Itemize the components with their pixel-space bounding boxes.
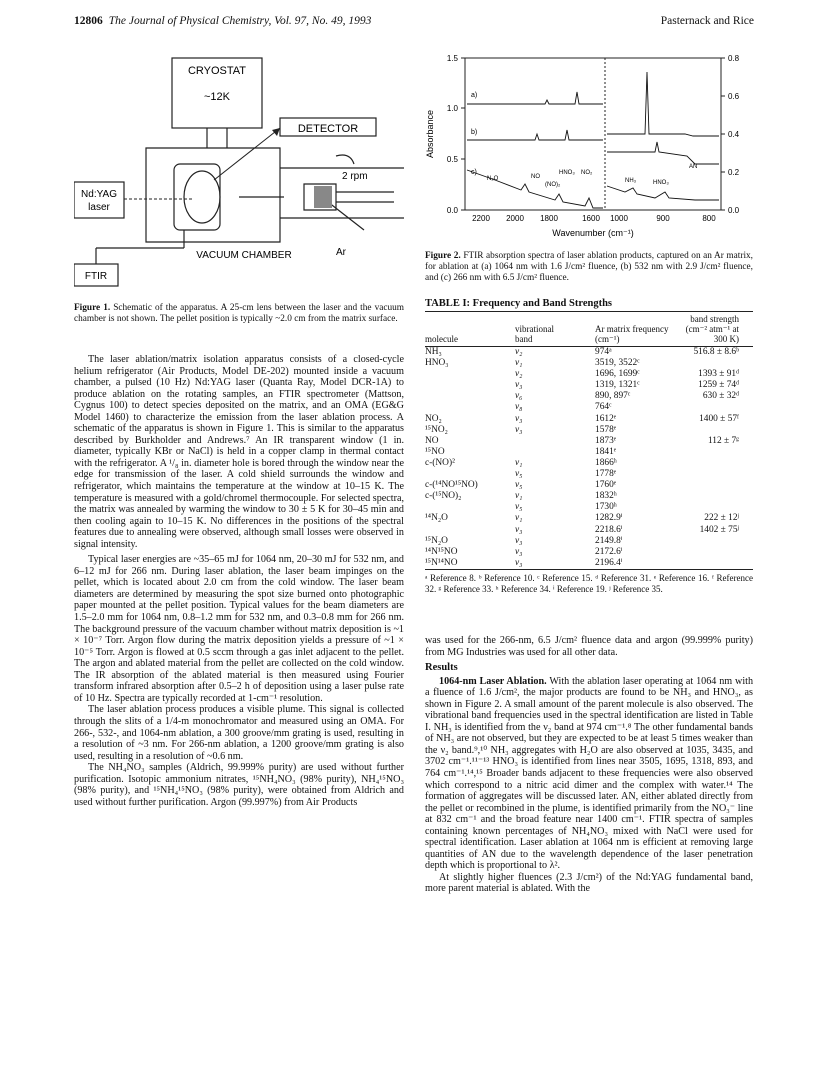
cell-strength: 516.8 ± 8.6ᵇ <box>693 347 739 357</box>
label-laser-line2: laser <box>88 202 110 213</box>
table-row <box>425 391 753 402</box>
table-row <box>425 536 753 547</box>
y-tick-right: 0.2 <box>728 168 740 177</box>
cell-frequency: 764ᶜ <box>595 402 612 413</box>
header-molecule: molecule <box>425 334 458 344</box>
table-row <box>425 525 753 536</box>
y-tick-right: 0.6 <box>728 92 740 101</box>
label-ftir: FTIR <box>84 271 108 282</box>
cell-molecule: ¹⁵NO <box>425 446 445 457</box>
y-tick-left: 1.0 <box>446 104 458 113</box>
figure-1-schematic <box>74 52 404 302</box>
cell-molecule <box>425 502 505 513</box>
table-1 <box>425 298 753 594</box>
peak-label: (NO)₂ <box>545 182 561 188</box>
frequency-table <box>425 311 753 570</box>
trace-b <box>467 130 603 140</box>
cell-molecule: HNO₃ <box>425 358 449 369</box>
cell-strength: 222 ± 12ʲ <box>704 513 739 524</box>
label-temperature: ~12K <box>204 91 230 103</box>
figure-1-caption-label: Figure 1. <box>74 303 111 313</box>
x-tick: 900 <box>656 214 670 223</box>
x-tick: 800 <box>702 214 716 223</box>
peak-label: NO₂ <box>581 170 593 176</box>
cell-frequency: 1578ᵉ <box>595 424 617 435</box>
cell-band: ν₂ <box>515 347 523 357</box>
table-row <box>425 491 753 502</box>
trace-label: a) <box>471 92 478 99</box>
table-row <box>425 480 753 491</box>
paragraph: was used for the 266-nm, 6.5 J/cm² fluence data and argon (99.999% purity) from MG Industries was used for all other data. <box>425 635 753 658</box>
cell-band: ν₅ <box>515 480 523 491</box>
cell-strength: 1400 ± 57ᶠ <box>699 413 739 424</box>
paragraph: The laser ablation/matrix isolation apparatus consists of a closed-cycle helium refrigerator (Air Products, Model DE-202) mounted inside a vacuum chamber, a pulsed (10 Hz) Nd:YAG laser (Quanta Ray, Model DCR-1A) to produce ablation on the rotating samples, an FTIR spectrometer (Mattson, Cygnus 100) to detect species deposited on the matrix, and an OMA (EG&G Model 1460) to characterize the emission from the laser ablation process. A schematic of the apparatus is shown in Figure 1. This is similar to the apparatus described by Burkholder and Andrews.⁷ An IR transparent window (1 in. diameter, typically KBr or NaCl) is held in a copper clamp in thermal contact with the refrigerator. A ¹/₈ in. diameter hole is bored through the window near the edge for transmission of the laser. A cold shield surrounds the window and refrigerator, which maintains the temperature at the window at 10–15 K. The temperature is measured with a gold/chromel thermocouple. For selected spectra, the matrix was annealed by warming the window to 30 ± 5 K for 30–45 min and then cooling again to 10–15 K. No differences in the positions of the spectral features due to annealing were observed, although small losses were observed in signal intensity. <box>74 354 404 550</box>
table-row <box>425 436 753 447</box>
cell-molecule <box>425 380 505 391</box>
label-vacuum-chamber: VACUUM CHAMBER <box>196 250 292 261</box>
cell-band: ν₁ <box>515 358 523 369</box>
cell-strength <box>683 469 753 480</box>
cell-strength: 1259 ± 74ᵈ <box>698 380 739 391</box>
table-header-row <box>425 312 753 347</box>
label-detector: DETECTOR <box>297 123 359 135</box>
table-row <box>425 469 753 480</box>
peak-label: HNO₃ <box>559 170 575 176</box>
cell-band: ν₃ <box>515 557 523 568</box>
cell-strength <box>683 480 753 491</box>
cell-band: ν₃ <box>515 424 523 435</box>
cell-band <box>505 436 573 447</box>
cell-molecule: ¹⁴N¹⁵NO <box>425 546 458 557</box>
peak-label: NH₃ <box>625 178 637 184</box>
spectra-traces <box>467 72 719 208</box>
cell-frequency: 1873ᵉ <box>595 435 617 446</box>
peak-label: HNO₃ <box>653 180 669 186</box>
table-row <box>425 558 753 570</box>
trace-c-right <box>607 186 719 200</box>
table-row <box>425 369 753 380</box>
table-footnotes: ᵃ Reference 8. ᵇ Reference 10. ᶜ Reference 15. ᵈ Reference 31. ᵉ Reference 16. ᶠ Reference 32. ᵍ Reference 33. ʰ Reference 34. ⁱ Reference 19. ʲ Reference 35. <box>425 572 753 594</box>
cell-molecule: ¹⁵NO₂ <box>425 424 448 435</box>
cell-molecule: ¹⁵N¹⁴NO <box>425 557 458 568</box>
cell-strength <box>683 447 753 458</box>
table-title: TABLE I: Frequency and Band Strengths <box>425 298 613 309</box>
cell-band: ν₃ <box>515 535 523 546</box>
journal-citation: The Journal of Physical Chemistry, Vol. 97, No. 49, 1993 <box>108 15 372 27</box>
figure-2-caption-label: Figure 2. <box>425 251 461 261</box>
cell-frequency: 1832ʰ <box>595 491 617 502</box>
cell-frequency: 1696, 1699ᶜ <box>595 369 640 380</box>
paragraph: At slightly higher fluences (2.3 J/cm²) of the Nd:YAG fundamental band, more parent material is ablated. With the <box>425 871 753 895</box>
cell-molecule: c-(NO)² <box>425 457 455 468</box>
cell-molecule <box>425 369 505 380</box>
y-tick-right: 0.4 <box>728 130 740 139</box>
cell-band: ν₂ <box>515 369 523 380</box>
left-column-text <box>74 354 404 808</box>
table-row <box>425 458 753 469</box>
trace-b-right <box>607 142 719 164</box>
cell-strength <box>683 558 753 570</box>
table-row <box>425 513 753 524</box>
label-ar: Ar <box>336 247 346 258</box>
paragraph: Typical laser energies are ~35–65 mJ for 1064 nm, 20–30 mJ for 532 nm, and 6–12 mJ for 266 nm. During laser ablation, the laser beam impinges on the pellet, which is located about 2.0 cm from the cold window. The laser beam diameters are determined by measuring the spot size burned onto photographic paper mounted at the pellet position. Typical values for the beam diameters are 1.5–2.0 mm for 1064 nm, 0.8–1.2 mm for 532 nm, and 0.3–0.8 mm for 266 nm. The background pressure of the vacuum chamber without matrix deposition is ~1 × 10⁻⁷ Torr. Argon flow during the matrix deposition yields a pressure of ~1 × 10⁻⁵ Torr. Argon is flowed at 0.5 sccm through a gas inlet adjacent to the pellet. The argon and ablated material from the pellet are collected on the cold window. The IR absorption of the ablated material is then measured using Fourier transform infrared absorption after 0.5–2 h of deposition using a laser pulse rate of 10 Hz. Spectra are typically recorded at 1-cm⁻¹ resolution. <box>74 554 404 704</box>
cell-band: ν₃ <box>515 524 523 535</box>
table-row <box>425 502 753 513</box>
cell-frequency: 890, 897ᶜ <box>595 391 631 402</box>
figure-2-caption <box>425 251 753 285</box>
right-column-text <box>425 635 753 895</box>
cell-frequency: 1841ᵉ <box>595 446 617 457</box>
cell-band: ν₅ <box>515 502 523 513</box>
cell-frequency: 1612ᵉ <box>595 413 617 424</box>
x-axis-label: Wavenumber (cm⁻¹) <box>552 228 634 238</box>
cell-molecule <box>425 391 505 402</box>
cell-frequency: 2196.4ⁱ <box>595 557 623 568</box>
y-axis-label: Absorbance <box>425 109 435 159</box>
page-number: 12806 <box>74 15 103 27</box>
cell-band: ν₁ <box>515 513 523 524</box>
header-frequency: Ar matrix frequency (cm⁻¹) <box>595 324 669 344</box>
paragraph: The laser ablation process produces a visible plume. This signal is collected through the slits of a 1/4-m monochromator and measured using an OMA. For 266-, 532-, and 1064-nm ablation, a 300 groove/mm grating is used, resulting in a resolution of ~3 nm. For 266-nm ablation, a 1200 groove/mm grating is also used, resulting in a resolution of ~0.6 nm. <box>74 704 404 762</box>
cell-band: ν₃ <box>515 546 523 557</box>
trace-a-right <box>607 72 719 136</box>
figure-1-caption-text: Schematic of the apparatus. A 25-cm lens between the laser and the vacuum chamber is not shown. The pellet position is typically ~2.0 cm from the matrix surface. <box>74 303 404 325</box>
x-tick: 2000 <box>506 214 524 223</box>
cell-molecule <box>425 525 505 536</box>
y-tick-left: 0.5 <box>446 155 458 164</box>
cell-band: ν₈ <box>515 402 523 413</box>
cell-strength <box>683 402 753 413</box>
subsection-heading: 1064-nm Laser Ablation. <box>439 675 547 687</box>
x-tick: 2200 <box>472 214 490 223</box>
label-rpm: 2 rpm <box>342 171 368 182</box>
table-row <box>425 447 753 458</box>
paragraph-text: With the ablation laser operating at 1064 nm with a fluence of 1.6 J/cm², the major products are found to be NH₃ and HNO₃, as shown in Figure 2. A small amount of the parent molecule is also observed. The vibrational band frequencies used in the spectral identification are listed in Table I. NH₃ is identified from the ν₂ band at 974 cm⁻¹.⁸ The other fundamental bands of NH₃ are not observed, but they are expected to be at least 5 times weaker than the ν₂ band.⁹,¹⁰ NH₃ aggregates with H₂O are also observed at 1035, 3435, and 3702 cm⁻¹.¹¹⁻¹³ HNO₃ is identified from lines near 3505, 1695, 1318, 893, and 764 cm⁻¹.¹⁴,¹⁵ Broader bands adjacent to these frequencies were also observed which correspond to a nitric acid dimer and the complex with water.¹⁴ The formation of aggregates will be discussed later. AN, either ablated directly from the pellet or recombined in the plume, is identified primarily from the NO₃⁻ line at 832 cm⁻¹ and the broad feature near 1400 cm⁻¹. FTIR spectra of samples containing known percentages of NH₄NO₃ mixed with NaCl were used for spectral identification. Laser ablation at 1064 nm is efficient at removing large quantities of AN due to the wavelength dependence of the laser penetration depth which is proportional to λ². <box>425 675 754 872</box>
cell-strength <box>683 425 753 436</box>
cell-strength <box>683 491 753 502</box>
cell-frequency: 974ᵃ <box>595 347 612 357</box>
table-row <box>425 414 753 425</box>
peak-label: AN <box>689 164 698 170</box>
cell-strength <box>683 502 753 513</box>
header-band: vibrational band <box>515 324 554 344</box>
table-row <box>425 358 753 369</box>
trace-label: b) <box>471 129 478 136</box>
cell-frequency: 1760ᵉ <box>595 480 617 491</box>
trace-label: c) <box>471 169 477 176</box>
cell-strength: 630 ± 32ᵈ <box>702 391 739 402</box>
cell-molecule: c-(¹⁵NO)₂ <box>425 491 462 502</box>
section-heading-results: Results <box>425 662 458 674</box>
cell-molecule: c-(¹⁴NO¹⁵NO) <box>425 480 478 491</box>
cell-frequency: 1866ʰ <box>595 457 617 468</box>
cell-molecule: ¹⁵N₂O <box>425 535 448 546</box>
peak-label: N₂O <box>487 176 499 182</box>
cell-band: ν₅ <box>515 469 523 480</box>
cell-band: ν₃ <box>515 380 523 391</box>
cell-strength <box>683 547 753 558</box>
cell-frequency: 3519, 3522ᶜ <box>595 358 640 369</box>
table-row <box>425 425 753 436</box>
y-tick-right: 0.0 <box>728 206 740 215</box>
cell-molecule: NO₂ <box>425 413 442 424</box>
cell-band: ν₆ <box>515 391 523 402</box>
cell-strength <box>683 358 753 369</box>
cell-molecule: NO <box>425 435 439 446</box>
cell-band: ν₁ <box>515 491 523 502</box>
cell-band <box>505 447 573 458</box>
header-left <box>74 15 371 27</box>
vacuum-chamber-outline <box>146 148 280 242</box>
cell-band: ν₁ <box>515 457 523 468</box>
cell-frequency: 2218.6ⁱ <box>595 524 623 535</box>
cell-strength: 112 ± 7ᵍ <box>707 435 739 446</box>
cell-frequency: 2172.6ⁱ <box>595 546 623 557</box>
table-row <box>425 380 753 391</box>
paragraph: The NH₄NO₃ samples (Aldrich, 99.999% purity) are used without further purification. Isotopic ammonium nitrates, ¹⁵NH₄NO₃ (98% purity), NH₄¹⁵NO₃ (98% purity), and ¹⁵NH₄¹⁵NO₃ (98% purity), were obtained from Aldrich and used without further purification. Argon (99.997%) from Air Products <box>74 762 404 808</box>
cell-frequency: 1282.9ⁱ <box>595 513 623 524</box>
table-row <box>425 547 753 558</box>
cell-frequency: 2149.8ⁱ <box>595 535 623 546</box>
table-row <box>425 347 753 359</box>
cell-frequency: 1730ʰ <box>595 502 617 513</box>
figure-2-spectra <box>425 52 753 247</box>
cell-strength <box>683 536 753 547</box>
x-tick: 1800 <box>540 214 558 223</box>
figure-2-caption-text: FTIR absorption spectra of laser ablation products, captured on an Ar matrix, for ablation at (a) 1064 nm with 1.6 J/cm² fluence, (b) 532 nm with 2.9 J/cm² fluence, and (c) 266 nm with 6.5 J/cm² fluence. <box>425 251 754 284</box>
cell-strength: 1393 ± 91ᵈ <box>698 369 739 380</box>
cell-molecule <box>425 469 505 480</box>
cell-band: ν₃ <box>515 413 523 424</box>
figure-1-caption <box>74 303 404 325</box>
label-cryostat: CRYOSTAT <box>187 65 247 77</box>
peak-label: NO <box>531 174 540 180</box>
cell-frequency: 1319, 1321ᶜ <box>595 380 640 391</box>
cell-frequency: 1778ᵉ <box>595 469 617 480</box>
cell-molecule: NH₃ <box>425 347 442 357</box>
table-row <box>425 402 753 413</box>
y-tick-right: 0.8 <box>728 54 740 63</box>
cell-strength: 1402 ± 75ʲ <box>699 524 739 535</box>
paragraph <box>425 676 753 872</box>
cell-strength <box>683 458 753 469</box>
cell-molecule <box>425 402 505 413</box>
x-tick: 1000 <box>610 214 628 223</box>
trace-a <box>467 92 603 104</box>
y-tick-left: 1.5 <box>446 54 458 63</box>
label-laser-line1: Nd:YAG <box>81 189 117 200</box>
cell-molecule: ¹⁴N₂O <box>425 513 448 524</box>
header-authors: Pasternack and Rice <box>660 15 754 27</box>
y-tick-left: 0.0 <box>446 206 458 215</box>
header-strength: band strength (cm⁻² atm⁻¹ at 300 K) <box>685 314 739 344</box>
x-tick: 1600 <box>582 214 600 223</box>
